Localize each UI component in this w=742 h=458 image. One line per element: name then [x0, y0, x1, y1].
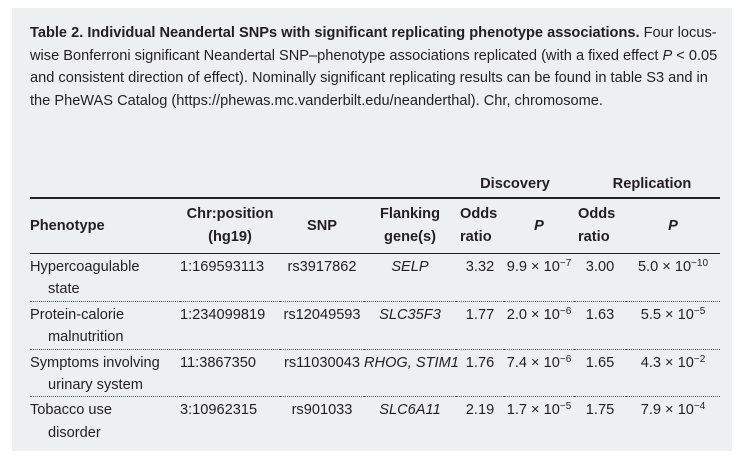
cell-snp: rs901033 — [291, 402, 353, 419]
cell-discovery-odds-ratio: 3.32 — [465, 259, 495, 275]
header-replication-odds-ratio: Odds ratio — [574, 198, 626, 254]
cell-replication-p: $5.5 \times 10^{-5}$ — [640, 305, 706, 323]
cell-replication-odds-ratio: 1.75 — [585, 402, 615, 419]
caption-text-1: Four locus-wise Bonferroni significant Neandertal SNP–phenotype associations replicated (with a fixed effect — [30, 25, 717, 64]
cell-chr-position: 1:234099819 — [180, 306, 266, 323]
cell-replication-p: $7.9 \times 10^{-4}$ — [640, 401, 706, 419]
header-discovery-odds-ratio: Odds ratio — [456, 198, 504, 254]
header-flanking-genes: Flanking gene(s) — [364, 198, 456, 254]
cell-replication-p: $5.0 \times 10^{-10}$ — [637, 258, 709, 275]
cell-snp: rs11030043 — [283, 354, 360, 371]
caption-p-symbol: P — [662, 47, 673, 64]
header-discovery-p: P — [504, 198, 574, 254]
cell-flanking-genes: RHOG, STIM1 — [364, 354, 459, 371]
cell-replication-odds-ratio: 1.65 — [585, 354, 615, 371]
group-replication: Replication — [574, 171, 720, 198]
group-header-row — [30, 171, 720, 198]
cell-discovery-p: $2.0 \times 10^{-6}$ — [506, 305, 572, 323]
table-caption — [30, 22, 720, 112]
cell-snp: rs3917862 — [287, 259, 357, 275]
header-replication-p: P — [626, 198, 720, 254]
cell-discovery-p: $7.4 \times 10^{-6}$ — [506, 353, 572, 371]
cell-discovery-p: $9.9 \times 10^{-7}$ — [506, 258, 572, 275]
cell-discovery-odds-ratio: 2.19 — [465, 402, 495, 419]
cell-replication-odds-ratio: 3.00 — [585, 259, 615, 275]
cell-phenotype: Protein-calorie malnutrition — [30, 306, 125, 346]
header-chr-position: Chr:position (hg19) — [180, 198, 280, 254]
cell-snp: rs12049593 — [283, 306, 361, 323]
cell-flanking-genes: SELP — [391, 259, 429, 275]
cell-discovery-p: $1.7 \times 10^{-5}$ — [506, 401, 572, 419]
snp-table — [30, 171, 720, 444]
table-row — [30, 397, 720, 444]
cell-chr-position: 11:3867350 — [180, 354, 257, 371]
column-header-row — [30, 198, 720, 254]
cell-phenotype: Tobacco use disorder — [30, 402, 112, 441]
caption-title: Table 2. Individual Neandertal SNPs with significant replicating phenotype associations. — [30, 25, 640, 41]
table-panel — [12, 8, 732, 451]
cell-phenotype: Hypercoagulable state — [30, 259, 140, 298]
cell-discovery-odds-ratio: 1.76 — [465, 354, 495, 371]
group-discovery: Discovery — [456, 171, 574, 198]
caption-text-2: < 0.05 and consistent direction of effect). Nominally significant replicating results can be found in table S3 and in the PheWAS Catalog (https://phewas.mc.vanderbilt.edu/neanderthal). Chr, chromosome. — [30, 47, 718, 109]
cell-flanking-genes: SLC6A11 — [379, 402, 441, 419]
cell-replication-p: $4.3 \times 10^{-2}$ — [640, 353, 706, 371]
cell-replication-odds-ratio: 1.63 — [585, 306, 615, 323]
cell-flanking-genes: SLC35F3 — [379, 306, 441, 323]
cell-chr-position: 1:169593113 — [180, 259, 265, 275]
cell-chr-position: 3:10962315 — [180, 402, 258, 419]
cell-phenotype: Symptoms involving urinary system — [30, 354, 160, 394]
table-row — [30, 301, 720, 349]
table-row — [30, 254, 720, 302]
header-snp: SNP — [280, 198, 364, 254]
header-phenotype: Phenotype — [30, 198, 180, 254]
cell-discovery-odds-ratio: 1.77 — [465, 306, 495, 323]
table-row — [30, 349, 720, 397]
